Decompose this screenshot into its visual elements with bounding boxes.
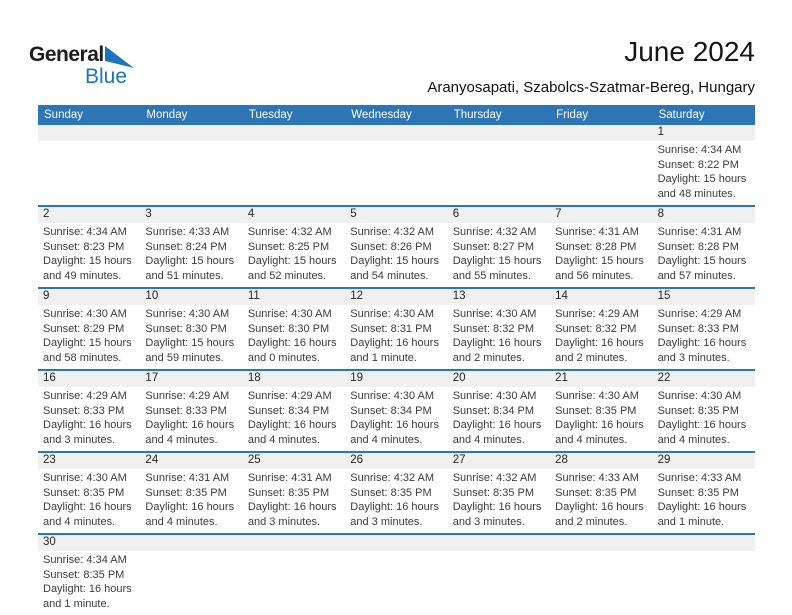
- general-blue-logo: [29, 44, 139, 87]
- day-cell: [653, 141, 755, 205]
- daylight-text: Daylight: 16 hours: [657, 419, 747, 431]
- week-row: [38, 287, 755, 369]
- daylight-text: Daylight: 16 hours: [145, 501, 235, 513]
- day-number-empty: [550, 535, 652, 551]
- sunset-text: Sunset: 8:24 PM: [145, 240, 227, 253]
- day-number: 22: [657, 372, 671, 384]
- day-cell: [38, 469, 140, 533]
- day-number-band: [38, 207, 755, 223]
- sunset-text: Sunset: 8:29 PM: [43, 322, 125, 335]
- day-number: 24: [145, 454, 159, 466]
- day-cell: [550, 305, 652, 369]
- daylight-text-line2: and 51 minutes.: [145, 269, 224, 282]
- day-cell: [38, 387, 140, 451]
- sunrise-text: Sunrise: 4:31 AM: [145, 472, 230, 484]
- day-cell: [448, 387, 550, 451]
- daylight-text-line2: and 1 minute.: [43, 597, 110, 610]
- sunset-text: Sunset: 8:31 PM: [350, 322, 432, 335]
- sunrise-text: Sunrise: 4:33 AM: [145, 226, 230, 238]
- day-cell: [448, 223, 550, 287]
- day-number: 26: [350, 454, 364, 466]
- daylight-text-line2: and 54 minutes.: [350, 269, 429, 282]
- day-cell-empty: [243, 551, 345, 615]
- sunrise-text: Sunrise: 4:33 AM: [657, 472, 742, 484]
- sunrise-text: Sunrise: 4:30 AM: [350, 390, 435, 402]
- day-number-empty: [653, 535, 755, 551]
- day-cell: [345, 387, 447, 451]
- sunrise-text: Sunrise: 4:31 AM: [555, 226, 639, 238]
- daylight-text: Daylight: 16 hours: [247, 419, 337, 431]
- sunset-text: Sunset: 8:32 PM: [452, 322, 535, 335]
- day-cell: [448, 305, 550, 369]
- day-detail-row: [38, 223, 755, 287]
- sunrise-text: Sunrise: 4:33 AM: [555, 472, 639, 484]
- daylight-text: Daylight: 16 hours: [657, 337, 747, 349]
- daylight-text: Daylight: 16 hours: [555, 337, 644, 349]
- day-cell-empty: [140, 141, 242, 205]
- day-number: 30: [43, 536, 56, 548]
- week-row: [38, 369, 755, 451]
- calendar-body: [38, 125, 755, 615]
- sunrise-text: Sunrise: 4:31 AM: [247, 472, 332, 484]
- daylight-text-line2: and 3 minutes.: [452, 515, 525, 528]
- day-number-empty: [38, 125, 140, 141]
- day-detail-row: [38, 141, 755, 205]
- sunrise-text: Sunrise: 4:32 AM: [350, 472, 435, 484]
- daylight-text: Daylight: 15 hours: [657, 173, 747, 185]
- day-cell: [38, 223, 140, 287]
- day-number-empty: [448, 535, 550, 551]
- day-number-band: [38, 125, 755, 141]
- day-cell: [243, 305, 345, 369]
- sunset-text: Sunset: 8:35 PM: [555, 404, 637, 417]
- day-cell: [653, 469, 755, 533]
- daylight-text: Daylight: 16 hours: [43, 419, 132, 431]
- daylight-text-line2: and 1 minute.: [350, 351, 417, 364]
- daylight-text: Daylight: 16 hours: [43, 501, 132, 513]
- day-cell-empty: [448, 141, 550, 205]
- daylight-text-line2: and 48 minutes.: [657, 187, 736, 200]
- sunset-text: Sunset: 8:34 PM: [350, 404, 432, 417]
- daylight-text: Daylight: 15 hours: [657, 255, 747, 267]
- sunset-text: Sunset: 8:33 PM: [657, 322, 739, 335]
- daylight-text-line2: and 0 minutes.: [247, 351, 320, 364]
- day-number-band: [38, 289, 755, 305]
- daylight-text: Daylight: 15 hours: [43, 255, 132, 267]
- day-cell-empty: [243, 141, 345, 205]
- day-cell: [345, 469, 447, 533]
- sunrise-text: Sunrise: 4:34 AM: [43, 226, 127, 238]
- week-row: [38, 533, 755, 615]
- sunset-text: Sunset: 8:35 PM: [555, 486, 637, 499]
- daylight-text-line2: and 52 minutes.: [247, 269, 327, 282]
- day-number: 13: [452, 290, 466, 302]
- day-detail-row: [38, 469, 755, 533]
- daylight-text: Daylight: 15 hours: [247, 255, 337, 267]
- day-detail-row: [38, 551, 755, 615]
- day-cell-empty: [550, 551, 652, 615]
- day-number-empty: [140, 125, 242, 141]
- daylight-text: Daylight: 15 hours: [145, 337, 235, 349]
- sunset-text: Sunset: 8:35 PM: [43, 568, 125, 581]
- day-number: 10: [145, 290, 159, 302]
- daylight-text: Daylight: 16 hours: [247, 501, 337, 513]
- sunset-text: Sunset: 8:22 PM: [657, 158, 739, 171]
- day-number: 18: [247, 372, 261, 384]
- day-number: 11: [247, 290, 260, 302]
- day-cell: [550, 469, 652, 533]
- day-number: 17: [145, 372, 159, 384]
- day-number-empty: [448, 125, 550, 141]
- day-number: 28: [555, 454, 568, 466]
- daylight-text: Daylight: 15 hours: [350, 255, 439, 267]
- sunrise-text: Sunrise: 4:32 AM: [452, 472, 537, 484]
- day-number-empty: [345, 535, 447, 551]
- sunset-text: Sunset: 8:32 PM: [555, 322, 637, 335]
- day-number: 19: [350, 372, 364, 384]
- day-number: 25: [247, 454, 261, 466]
- sunrise-text: Sunrise: 4:31 AM: [657, 226, 742, 238]
- daylight-text: Daylight: 16 hours: [657, 501, 747, 513]
- daylight-text: Daylight: 15 hours: [452, 255, 542, 267]
- day-number-band: [38, 371, 755, 387]
- sunset-text: Sunset: 8:33 PM: [145, 404, 227, 417]
- sunset-text: Sunset: 8:34 PM: [452, 404, 535, 417]
- day-cell: [653, 387, 755, 451]
- sunset-text: Sunset: 8:23 PM: [43, 240, 125, 253]
- sunset-text: Sunset: 8:35 PM: [452, 486, 535, 499]
- day-number-band: [38, 453, 755, 469]
- daylight-text: Daylight: 16 hours: [350, 337, 439, 349]
- page-title: June 2024: [624, 36, 755, 67]
- sunset-text: Sunset: 8:28 PM: [555, 240, 637, 253]
- sunset-text: Sunset: 8:35 PM: [350, 486, 432, 499]
- day-number: 6: [452, 208, 460, 220]
- weekday-header-tuesday: Tuesday: [248, 109, 293, 121]
- sunrise-text: Sunrise: 4:30 AM: [350, 308, 435, 320]
- daylight-text: Daylight: 15 hours: [555, 255, 644, 267]
- day-cell-empty: [448, 551, 550, 615]
- sunset-text: Sunset: 8:35 PM: [657, 404, 739, 417]
- day-cell-empty: [38, 141, 140, 205]
- sunrise-text: Sunrise: 4:30 AM: [43, 308, 127, 320]
- day-cell: [653, 223, 755, 287]
- sunset-text: Sunset: 8:33 PM: [43, 404, 125, 417]
- daylight-text-line2: and 56 minutes.: [555, 269, 634, 282]
- day-number: 2: [43, 208, 50, 220]
- day-cell: [140, 223, 242, 287]
- day-cell: [345, 223, 447, 287]
- daylight-text-line2: and 55 minutes.: [452, 269, 531, 282]
- daylight-text-line2: and 1 minute.: [657, 515, 725, 528]
- daylight-text: Daylight: 16 hours: [555, 419, 644, 431]
- logo-text-general: General: [29, 43, 104, 66]
- daylight-text: Daylight: 16 hours: [350, 501, 439, 513]
- sunrise-text: Sunrise: 4:34 AM: [43, 554, 127, 566]
- day-number-empty: [550, 125, 652, 141]
- day-number-empty: [243, 125, 345, 141]
- daylight-text-line2: and 3 minutes.: [657, 351, 730, 364]
- day-number: 14: [555, 290, 568, 302]
- day-cell: [38, 551, 140, 615]
- day-cell: [243, 223, 345, 287]
- sunrise-text: Sunrise: 4:30 AM: [43, 472, 127, 484]
- day-cell: [550, 223, 652, 287]
- week-row: [38, 205, 755, 287]
- day-cell: [140, 387, 242, 451]
- sunset-text: Sunset: 8:27 PM: [452, 240, 535, 253]
- sunrise-text: Sunrise: 4:30 AM: [657, 390, 742, 402]
- daylight-text-line2: and 3 minutes.: [247, 515, 320, 528]
- daylight-text: Daylight: 16 hours: [43, 583, 132, 595]
- day-number: 29: [657, 454, 671, 466]
- sunrise-text: Sunrise: 4:30 AM: [145, 308, 230, 320]
- daylight-text-line2: and 3 minutes.: [43, 433, 116, 446]
- day-number: 8: [657, 208, 664, 220]
- day-cell: [243, 387, 345, 451]
- calendar-table: [38, 105, 755, 615]
- day-cell: [140, 305, 242, 369]
- weekday-header-wednesday: Wednesday: [351, 109, 412, 121]
- sunset-text: Sunset: 8:35 PM: [247, 486, 330, 499]
- daylight-text-line2: and 57 minutes.: [657, 269, 736, 282]
- day-cell: [448, 469, 550, 533]
- sunrise-text: Sunrise: 4:32 AM: [452, 226, 537, 238]
- sunrise-text: Sunrise: 4:29 AM: [555, 308, 639, 320]
- daylight-text: Daylight: 16 hours: [452, 337, 542, 349]
- sunset-text: Sunset: 8:28 PM: [657, 240, 739, 253]
- day-cell: [140, 469, 242, 533]
- day-cell-empty: [345, 141, 447, 205]
- daylight-text: Daylight: 16 hours: [247, 337, 337, 349]
- logo-text-blue: Blue: [85, 65, 128, 88]
- sunrise-text: Sunrise: 4:32 AM: [247, 226, 332, 238]
- daylight-text: Daylight: 16 hours: [452, 501, 542, 513]
- sunrise-text: Sunrise: 4:29 AM: [657, 308, 742, 320]
- sunrise-text: Sunrise: 4:29 AM: [145, 390, 230, 402]
- daylight-text: Daylight: 16 hours: [452, 419, 542, 431]
- day-number: 21: [555, 372, 568, 384]
- day-cell-empty: [550, 141, 652, 205]
- daylight-text: Daylight: 16 hours: [145, 419, 235, 431]
- day-number: 1: [657, 126, 664, 138]
- daylight-text-line2: and 3 minutes.: [350, 515, 423, 528]
- weekday-header-monday: Monday: [146, 109, 188, 121]
- sunset-text: Sunset: 8:34 PM: [247, 404, 330, 417]
- daylight-text-line2: and 4 minutes.: [145, 515, 218, 528]
- weekday-header-sunday: Sunday: [44, 109, 84, 121]
- daylight-text: Daylight: 16 hours: [350, 419, 439, 431]
- day-number: 20: [452, 372, 466, 384]
- day-cell: [243, 469, 345, 533]
- daylight-text-line2: and 4 minutes.: [145, 433, 218, 446]
- sunset-text: Sunset: 8:35 PM: [657, 486, 739, 499]
- day-cell-empty: [345, 551, 447, 615]
- daylight-text-line2: and 59 minutes.: [145, 351, 224, 364]
- sunset-text: Sunset: 8:25 PM: [247, 240, 330, 253]
- daylight-text-line2: and 4 minutes.: [247, 433, 320, 446]
- daylight-text-line2: and 4 minutes.: [555, 433, 628, 446]
- day-cell: [653, 305, 755, 369]
- daylight-text-line2: and 2 minutes.: [555, 515, 628, 528]
- daylight-text: Daylight: 15 hours: [145, 255, 235, 267]
- day-number-band: [38, 535, 755, 551]
- daylight-text-line2: and 4 minutes.: [657, 433, 730, 446]
- day-number-empty: [345, 125, 447, 141]
- day-detail-row: [38, 387, 755, 451]
- daylight-text-line2: and 4 minutes.: [350, 433, 423, 446]
- sunrise-text: Sunrise: 4:30 AM: [555, 390, 639, 402]
- day-number: 7: [555, 208, 562, 220]
- week-row: [38, 451, 755, 533]
- sunrise-text: Sunrise: 4:29 AM: [43, 390, 127, 402]
- sunset-text: Sunset: 8:30 PM: [247, 322, 330, 335]
- day-number: 5: [350, 208, 357, 220]
- day-cell-empty: [653, 551, 755, 615]
- sunrise-text: Sunrise: 4:30 AM: [452, 390, 537, 402]
- sunset-text: Sunset: 8:35 PM: [43, 486, 125, 499]
- daylight-text-line2: and 49 minutes.: [43, 269, 122, 282]
- sunset-text: Sunset: 8:26 PM: [350, 240, 432, 253]
- daylight-text-line2: and 58 minutes.: [43, 351, 122, 364]
- day-number: 23: [43, 454, 56, 466]
- day-number-empty: [140, 535, 242, 551]
- sunset-text: Sunset: 8:30 PM: [145, 322, 227, 335]
- sunrise-text: Sunrise: 4:32 AM: [350, 226, 435, 238]
- day-number-empty: [243, 535, 345, 551]
- sunset-text: Sunset: 8:35 PM: [145, 486, 227, 499]
- location-subtitle: Aranyosapati, Szabolcs-Szatmar-Bereg, Hungary: [427, 79, 755, 96]
- day-number: 4: [247, 208, 255, 220]
- daylight-text-line2: and 2 minutes.: [452, 351, 525, 364]
- weekday-header-friday: Friday: [556, 109, 589, 121]
- day-cell: [345, 305, 447, 369]
- daylight-text-line2: and 2 minutes.: [555, 351, 628, 364]
- day-number: 12: [350, 290, 364, 302]
- daylight-text-line2: and 4 minutes.: [43, 515, 116, 528]
- weekday-header-row: [38, 105, 755, 125]
- daylight-text: Daylight: 15 hours: [43, 337, 132, 349]
- day-number: 9: [43, 290, 50, 302]
- sunrise-text: Sunrise: 4:30 AM: [247, 308, 332, 320]
- sunrise-text: Sunrise: 4:29 AM: [247, 390, 332, 402]
- day-cell: [38, 305, 140, 369]
- daylight-text: Daylight: 16 hours: [555, 501, 644, 513]
- day-detail-row: [38, 305, 755, 369]
- sunrise-text: Sunrise: 4:34 AM: [657, 144, 742, 156]
- day-cell-empty: [140, 551, 242, 615]
- daylight-text-line2: and 4 minutes.: [452, 433, 525, 446]
- day-number: 15: [657, 290, 671, 302]
- sunrise-text: Sunrise: 4:30 AM: [452, 308, 537, 320]
- day-number: 16: [43, 372, 56, 384]
- day-cell: [550, 387, 652, 451]
- weekday-header-saturday: Saturday: [658, 109, 705, 121]
- day-number: 27: [452, 454, 466, 466]
- day-number: 3: [145, 208, 152, 220]
- week-row: [38, 125, 755, 205]
- weekday-header-thursday: Thursday: [453, 109, 502, 121]
